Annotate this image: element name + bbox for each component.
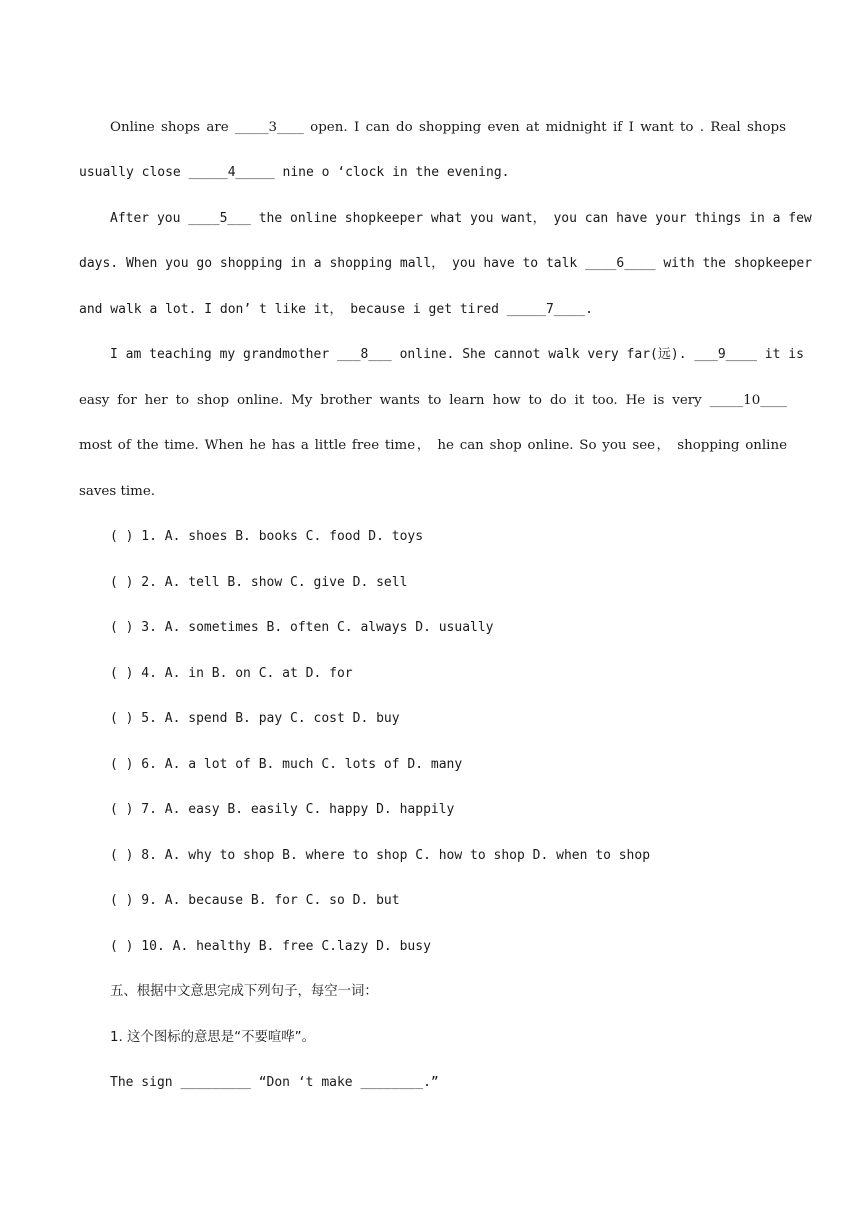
passage-line-4: days. When you go shopping in a shopping mall， you have to talk ____6____ with the shopkeeper — [79, 256, 813, 271]
question-2: ( ) 2. A. tell B. show C. give D. sell — [110, 575, 408, 590]
question-3: ( ) 3. A. sometimes B. often C. always D. usually — [110, 620, 494, 635]
question-5: ( ) 5. A. spend B. pay C. cost D. buy — [110, 711, 400, 726]
passage-line-5: and walk a lot. I don’ t like it， because i get tired _____7____. — [79, 302, 593, 317]
passage-line-8: most of the time. When he has a little free time， he can shop online. So you see， shopping online — [79, 438, 787, 453]
question-8: ( ) 8. A. why to shop B. where to shop C. how to shop D. when to shop — [110, 848, 651, 863]
passage-line-2: usually close _____4_____ nine o ‘clock in the evening. — [79, 165, 510, 180]
section5-heading: 五、根据中文意思完成下列句子，每空一词： — [110, 984, 378, 999]
passage-line-9: saves time. — [79, 484, 156, 499]
question-7: ( ) 7. A. easy B. easily C. happy D. happily — [110, 802, 455, 817]
section5-item1-chinese: 1. 这个图标的意思是“不要喧哗”。 — [110, 1030, 315, 1045]
question-10: ( ) 10. A. healthy B. free C.lazy D. busy — [110, 939, 431, 954]
passage-line-6: I am teaching my grandmother ___8___ online. She cannot walk very far(远). ___9____ it is — [110, 347, 804, 362]
passage-line-7: easy for her to shop online. My brother wants to learn how to do it too. He is very _____10____ — [79, 393, 787, 408]
question-1: ( ) 1. A. shoes B. books C. food D. toys — [110, 529, 424, 544]
section5-item1-english: The sign _________ “Don ‘t make ________.” — [110, 1075, 439, 1090]
question-9: ( ) 9. A. because B. for C. so D. but — [110, 893, 400, 908]
passage-line-3: After you ____5___ the online shopkeeper what you want， you can have your things in a few — [110, 211, 812, 226]
question-6: ( ) 6. A. a lot of B. much C. lots of D. many — [110, 757, 463, 772]
passage-line-1: Online shops are _____3____ open. I can do shopping even at midnight if I want to . Real shops — [110, 120, 786, 135]
question-4: ( ) 4. A. in B. on C. at D. for — [110, 666, 353, 681]
